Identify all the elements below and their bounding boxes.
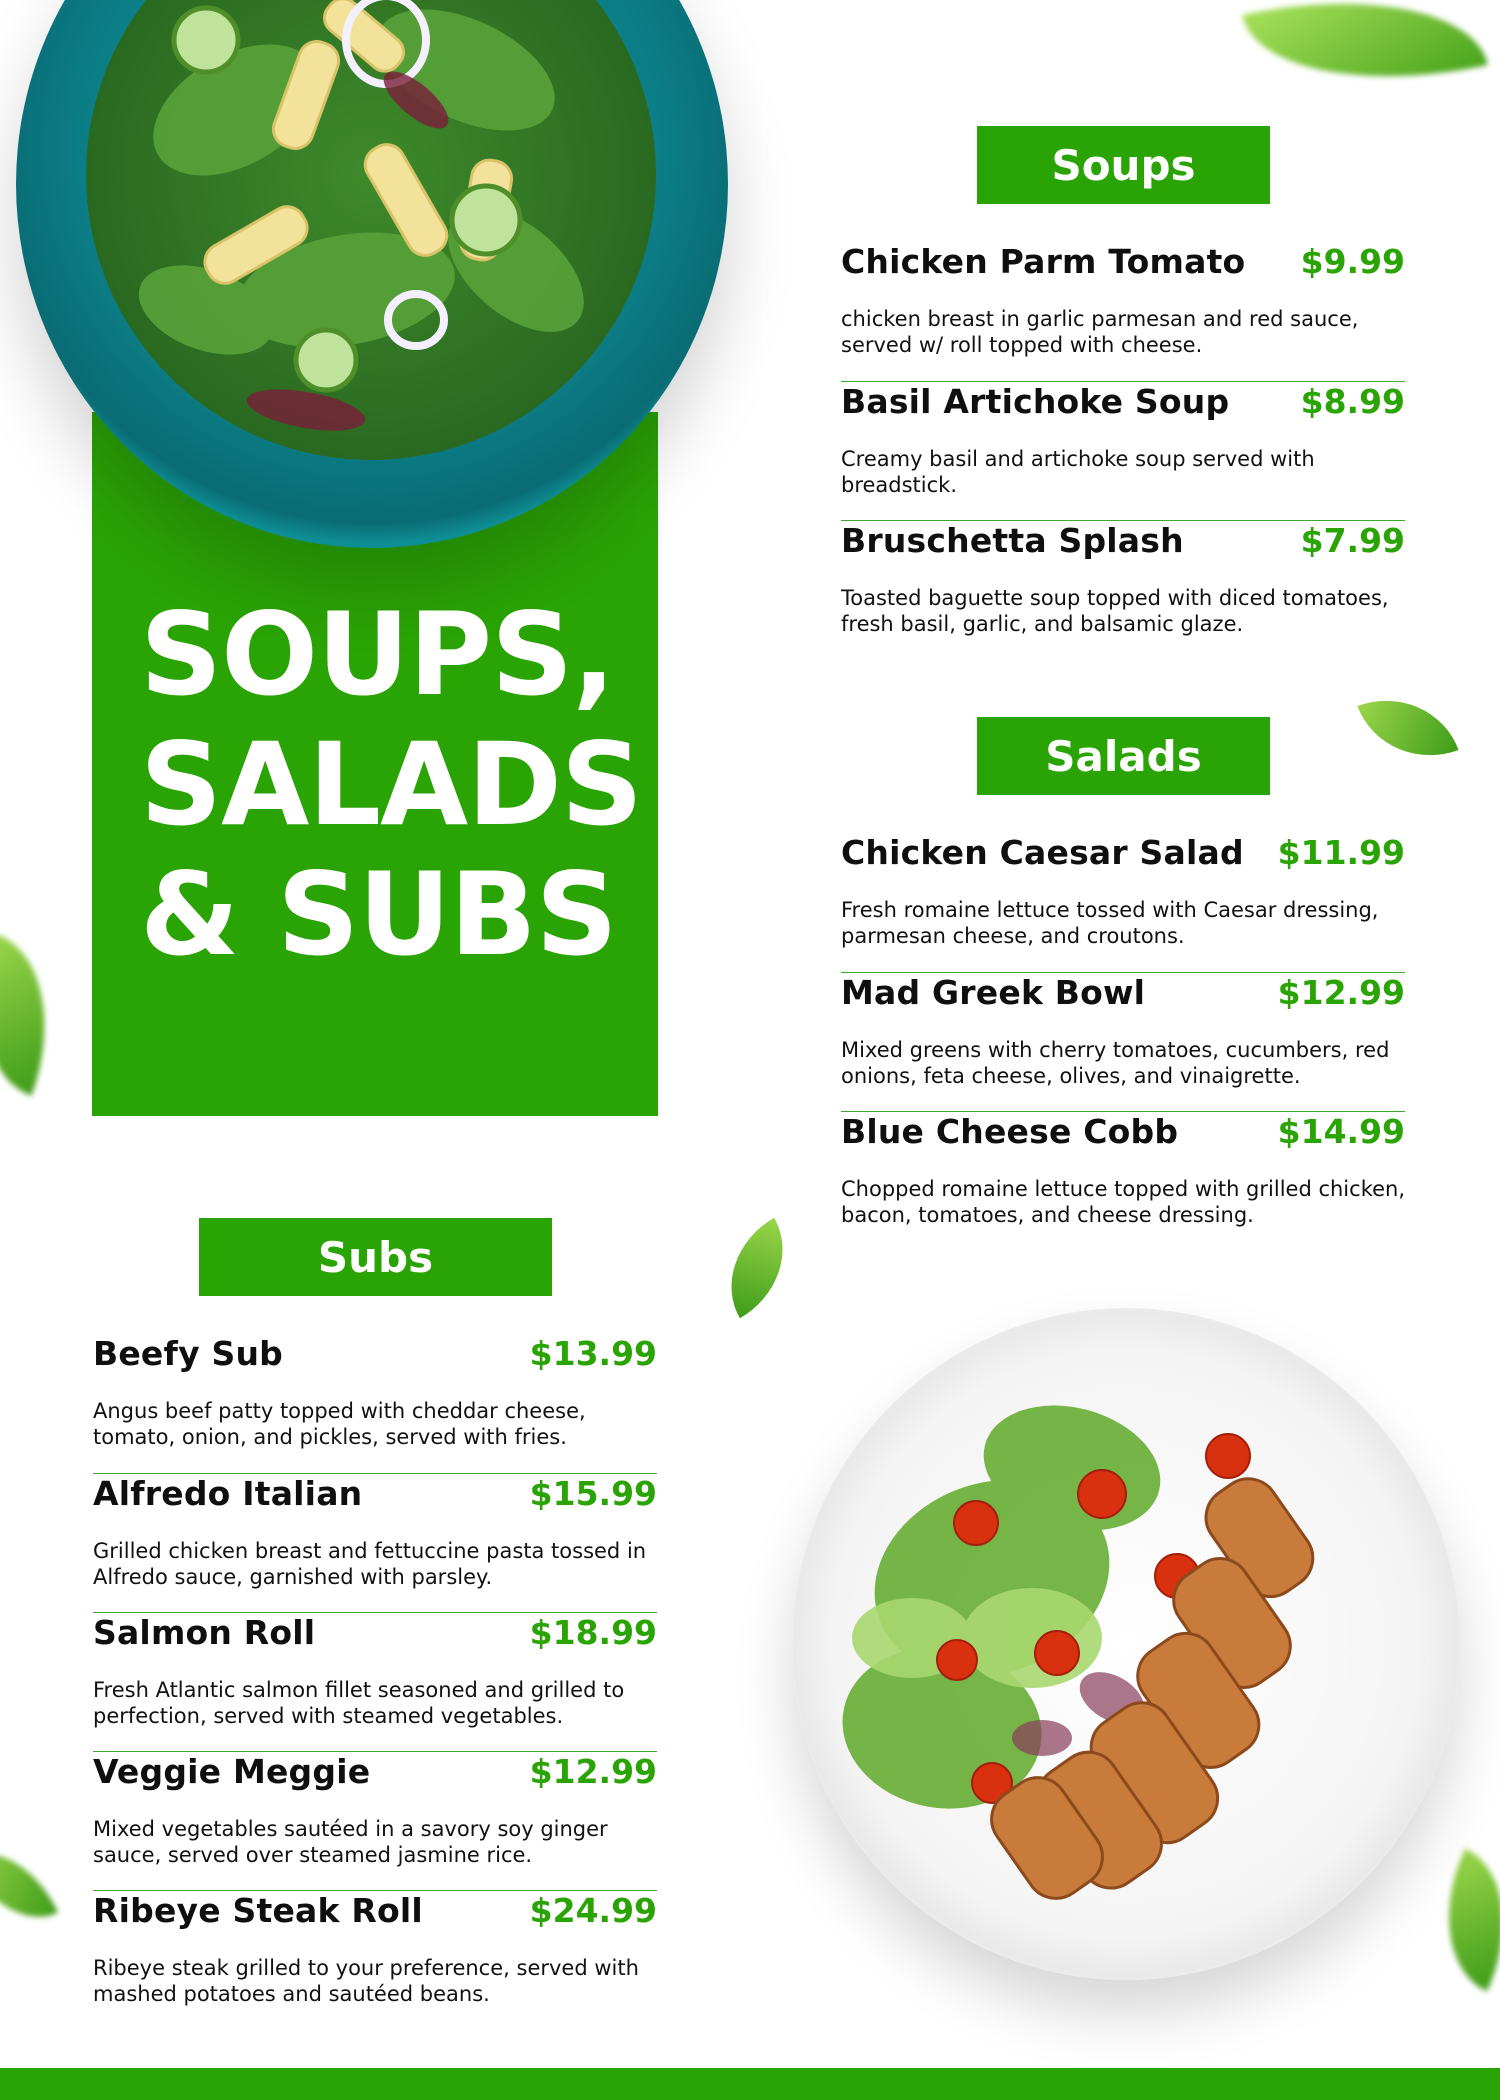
leaf-decoration-center [705, 1218, 809, 1319]
item-name: Salmon Roll [93, 1613, 316, 1652]
item-name: Ribeye Steak Roll [93, 1891, 423, 1930]
chicken-plate-image [792, 1308, 1460, 1980]
item-price: $8.99 [1300, 382, 1405, 421]
item-description: Mixed vegetables sautéed in a savory soy ginger sauce, served over steamed jasmine rice. [93, 1817, 608, 1867]
menu-item [841, 833, 1405, 972]
plate-food-illustration [792, 1308, 1460, 1980]
item-price: $15.99 [529, 1474, 657, 1513]
salads-list [841, 833, 1405, 1250]
item-description: Ribeye steak grilled to your preference, served with mashed potatoes and sautéed beans. [93, 1956, 639, 2006]
menu-item [93, 1751, 657, 1890]
menu-item [841, 1111, 1405, 1250]
item-name: Chicken Caesar Salad [841, 833, 1244, 872]
menu-item [93, 1890, 657, 2029]
item-price: $9.99 [1300, 242, 1405, 281]
item-price: $7.99 [1300, 521, 1405, 560]
item-description: Grilled chicken breast and fettuccine pasta tossed in Alfredo sauce, garnished with parsley. [93, 1539, 647, 1589]
menu-item [841, 242, 1405, 381]
item-price: $24.99 [529, 1891, 657, 1930]
item-description: Angus beef patty topped with cheddar cheese, tomato, onion, and pickles, served with fries. [93, 1399, 586, 1449]
item-price: $18.99 [529, 1613, 657, 1652]
subs-heading: Subs [199, 1218, 552, 1296]
salads-heading: Salads [977, 717, 1270, 795]
footer-bar [0, 2068, 1500, 2100]
item-description: Fresh Atlantic salmon fillet seasoned and grilled to perfection, served with steamed vegetables. [93, 1678, 625, 1728]
item-name: Bruschetta Splash [841, 521, 1184, 560]
menu-title-line-2: SALADS [140, 718, 642, 851]
menu-item [841, 972, 1405, 1111]
item-description: Toasted baguette soup topped with diced tomatoes, fresh basil, garlic, and balsamic glaze. [841, 586, 1389, 636]
salad-greens [86, 0, 656, 460]
item-name: Basil Artichoke Soup [841, 382, 1230, 421]
soups-list [841, 242, 1405, 659]
menu-title-line-3: & SUBS [140, 848, 617, 981]
leaf-decoration-right [1357, 679, 1458, 778]
menu-item [93, 1473, 657, 1612]
item-name: Blue Cheese Cobb [841, 1112, 1179, 1151]
menu-title-line-1: SOUPS, [140, 588, 615, 721]
item-description: Creamy basil and artichoke soup served with breadstick. [841, 447, 1315, 497]
item-name: Alfredo Italian [93, 1474, 363, 1513]
soups-heading: Soups [977, 126, 1270, 204]
leaf-decoration-left [0, 934, 79, 1096]
leaf-decoration-top-right [1242, 0, 1488, 113]
item-price: $12.99 [529, 1752, 657, 1791]
menu-title [140, 590, 660, 980]
item-description: Chopped romaine lettuce topped with grilled chicken, bacon, tomatoes, and cheese dressing. [841, 1177, 1406, 1227]
menu-item [93, 1612, 657, 1751]
item-price: $13.99 [529, 1334, 657, 1373]
item-price: $14.99 [1277, 1112, 1405, 1151]
salad-illustration [86, 0, 656, 460]
item-name: Beefy Sub [93, 1334, 283, 1373]
subs-list [93, 1334, 657, 2029]
item-name: Chicken Parm Tomato [841, 242, 1246, 281]
menu-item [93, 1334, 657, 1473]
item-name: Mad Greek Bowl [841, 973, 1146, 1012]
item-name: Veggie Meggie [93, 1752, 371, 1791]
item-description: Mixed greens with cherry tomatoes, cucumbers, red onions, feta cheese, olives, and vinaigrette. [841, 1038, 1390, 1088]
leaf-decoration-bottom-left [0, 1831, 58, 1939]
menu-item [841, 381, 1405, 520]
item-description: Fresh romaine lettuce tossed with Caesar dressing, parmesan cheese, and croutons. [841, 898, 1379, 948]
item-price: $12.99 [1277, 973, 1405, 1012]
item-description: chicken breast in garlic parmesan and red sauce, served w/ roll topped with cheese. [841, 307, 1359, 357]
item-price: $11.99 [1277, 833, 1405, 872]
menu-item [841, 520, 1405, 659]
